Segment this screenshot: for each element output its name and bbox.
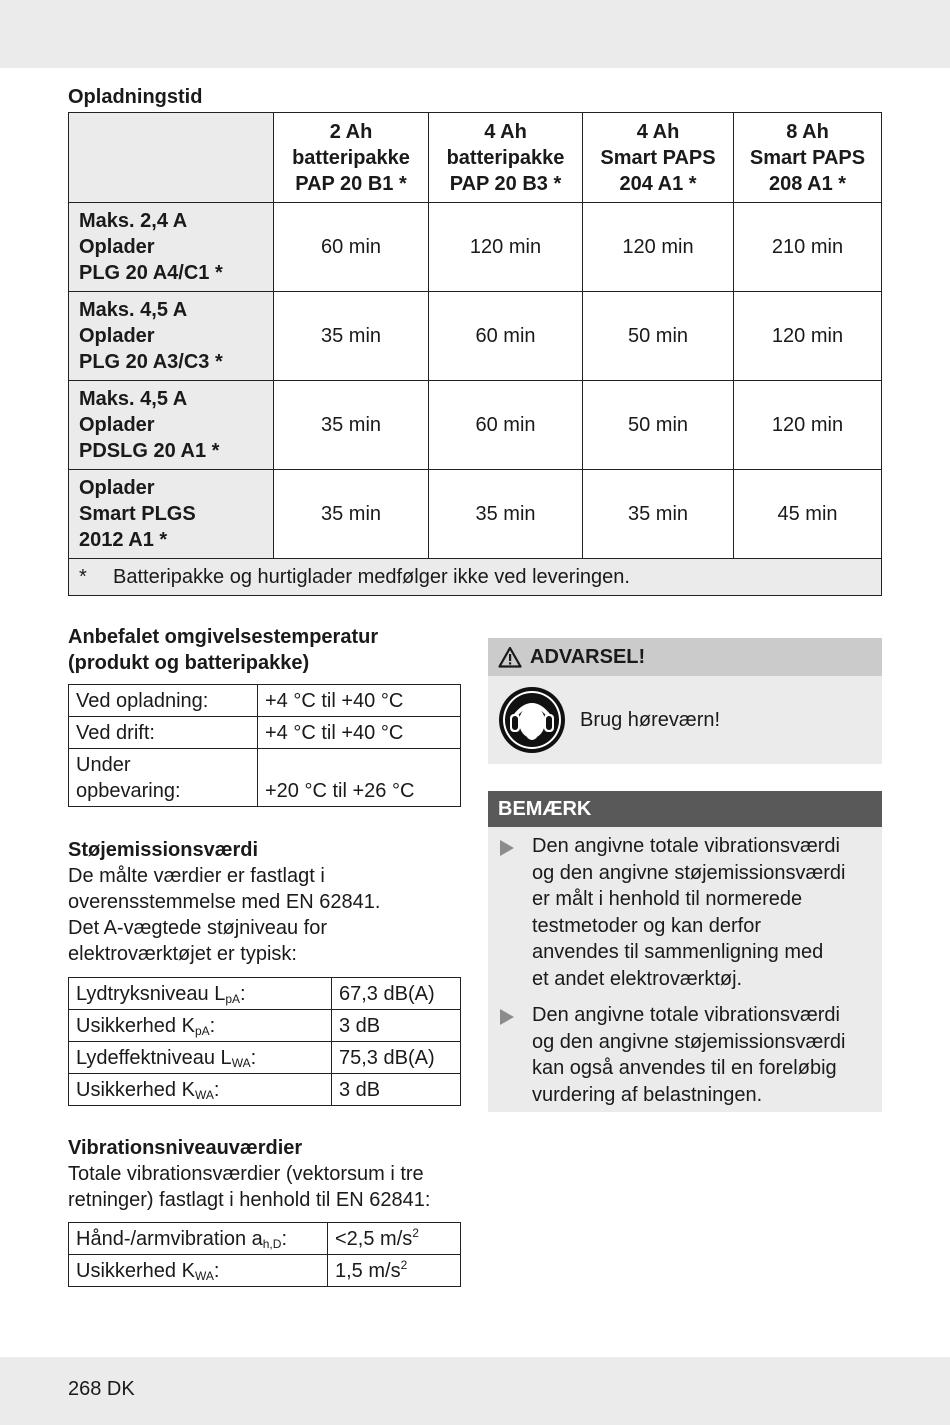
table-row [69, 203, 882, 292]
table-cell: Usikkerhed $K_{pA}$: [69, 1010, 332, 1042]
row-label: Maks. 4,5 A Oplader PDSLG 20 A1 * [69, 381, 274, 470]
table-cell: 210 min [734, 203, 882, 292]
noise-text: De målte værdier er fastlagt i overensstemmelse med EN 62841. Det A-vægtede støjniveau for elektroværktøjet er typisk: [68, 865, 381, 965]
table-cell: 120 min [734, 292, 882, 381]
header-band [0, 0, 950, 68]
column-header: 4 Ah Smart PAPS 204 A1 * [583, 113, 734, 203]
warning-triangle-icon [498, 646, 522, 668]
table-row [69, 1223, 461, 1255]
table-row [69, 717, 461, 749]
noise-table [68, 977, 461, 1106]
table-row [69, 749, 461, 807]
table-cell: +4 °C til +40 °C [258, 717, 461, 749]
vibration-section [68, 1135, 463, 1213]
table-row [69, 685, 461, 717]
table-cell: +20 °C til +26 °C [258, 749, 461, 807]
warning-box [488, 638, 882, 764]
table-cell: 60 min [274, 203, 429, 292]
table-cell: Hånd-/armvibration $a_{h,D}$: [69, 1223, 328, 1255]
table-row [69, 470, 882, 559]
table-cell: 3 dB [332, 1074, 461, 1106]
warning-title: ADVARSEL! [530, 645, 646, 668]
table-footnote [69, 559, 882, 596]
table-row [69, 1074, 461, 1106]
table-row [69, 1255, 461, 1287]
row-label: Maks. 2,4 A Oplader PLG 20 A4/C1 * [69, 203, 274, 292]
noise-section [68, 837, 458, 967]
table-cell: 120 min [734, 381, 882, 470]
table-cell: Usikkerhed $K_{WA}$: [69, 1074, 332, 1106]
table-cell: 120 min [583, 203, 734, 292]
table-cell: 35 min [274, 470, 429, 559]
note-box [488, 791, 882, 1112]
table-row [69, 381, 882, 470]
footnote-mark: * [79, 566, 87, 588]
note-item: Den angivne totale vibrationsværdi og den angivne støjemissionsværdi er målt i henhold til normerede testmetoder og kan derfor anvendes til sammenligning med et andet elektroværktøj. [488, 833, 882, 992]
table-row [69, 978, 461, 1010]
charging-title: Opladningstid [68, 86, 203, 108]
noise-title: Støjemissionsværdi [68, 839, 259, 861]
table-cell: 50 min [583, 381, 734, 470]
table-cell: <2,5 $m/s^2$ [328, 1223, 461, 1255]
table-corner [69, 113, 274, 203]
table-cell: Ved drift: [69, 717, 258, 749]
column-header: 8 Ah Smart PAPS 208 A1 * [734, 113, 882, 203]
warning-text: Brug høreværn! [580, 708, 721, 731]
table-cell: +4 °C til +40 °C [258, 685, 461, 717]
footer-band [0, 1357, 950, 1425]
table-row [69, 1010, 461, 1042]
bullet-triangle-icon [500, 840, 514, 856]
table-cell: 75,3 dB(A) [332, 1042, 461, 1074]
temperature-title: Anbefalet omgivelsestemperatur (produkt og batteripakke) [68, 626, 379, 674]
table-cell: Under opbevaring: [69, 749, 258, 807]
column-header: 2 Ah batteripakke PAP 20 B1 * [274, 113, 429, 203]
charging-table [68, 112, 882, 596]
table-cell: Lydeffektniveau $L_{WA}$: [69, 1042, 332, 1074]
table-cell: 35 min [583, 470, 734, 559]
table-cell: 45 min [734, 470, 882, 559]
footnote-text: Batteripakke og hurtiglader medfølger ikke ved leveringen. [113, 566, 630, 588]
note-header: BEMÆRK [488, 791, 882, 827]
page-number: 268 DK [68, 1378, 135, 1400]
table-cell: 120 min [429, 203, 583, 292]
table-cell: 3 dB [332, 1010, 461, 1042]
column-header: 4 Ah batteripakke PAP 20 B3 * [429, 113, 583, 203]
table-cell: 35 min [429, 470, 583, 559]
table-row [69, 1042, 461, 1074]
note-item: Den angivne totale vibrationsværdi og den angivne støjemissionsværdi kan også anvendes til en foreløbig vurdering af belastningen. [488, 1002, 882, 1108]
table-cell: 60 min [429, 381, 583, 470]
table-cell: 50 min [583, 292, 734, 381]
warning-body [488, 676, 882, 764]
vibration-title: Vibrationsniveauværdier [68, 1137, 303, 1159]
table-cell: 1,5 $m/s^2$ [328, 1255, 461, 1287]
row-label: Maks. 4,5 A Oplader PLG 20 A3/C3 * [69, 292, 274, 381]
bullet-triangle-icon [500, 1009, 514, 1025]
row-label: Oplader Smart PLGS 2012 A1 * [69, 470, 274, 559]
table-row [69, 292, 882, 381]
temperature-table [68, 684, 461, 807]
table-cell: 67,3 dB(A) [332, 978, 461, 1010]
table-cell: Lydtryksniveau $L_{pA}$: [69, 978, 332, 1010]
table-cell: 35 min [274, 381, 429, 470]
table-cell: Ved opladning: [69, 685, 258, 717]
ear-protection-icon [498, 686, 566, 754]
vibration-table [68, 1222, 461, 1287]
table-cell: 35 min [274, 292, 429, 381]
vibration-text: Totale vibrationsværdier (vektorsum i tre retninger) fastlagt i henhold til EN 62841: [68, 1163, 431, 1211]
warning-header [488, 638, 882, 676]
table-cell: 60 min [429, 292, 583, 381]
table-cell: Usikkerhed $K_{WA}$: [69, 1255, 328, 1287]
